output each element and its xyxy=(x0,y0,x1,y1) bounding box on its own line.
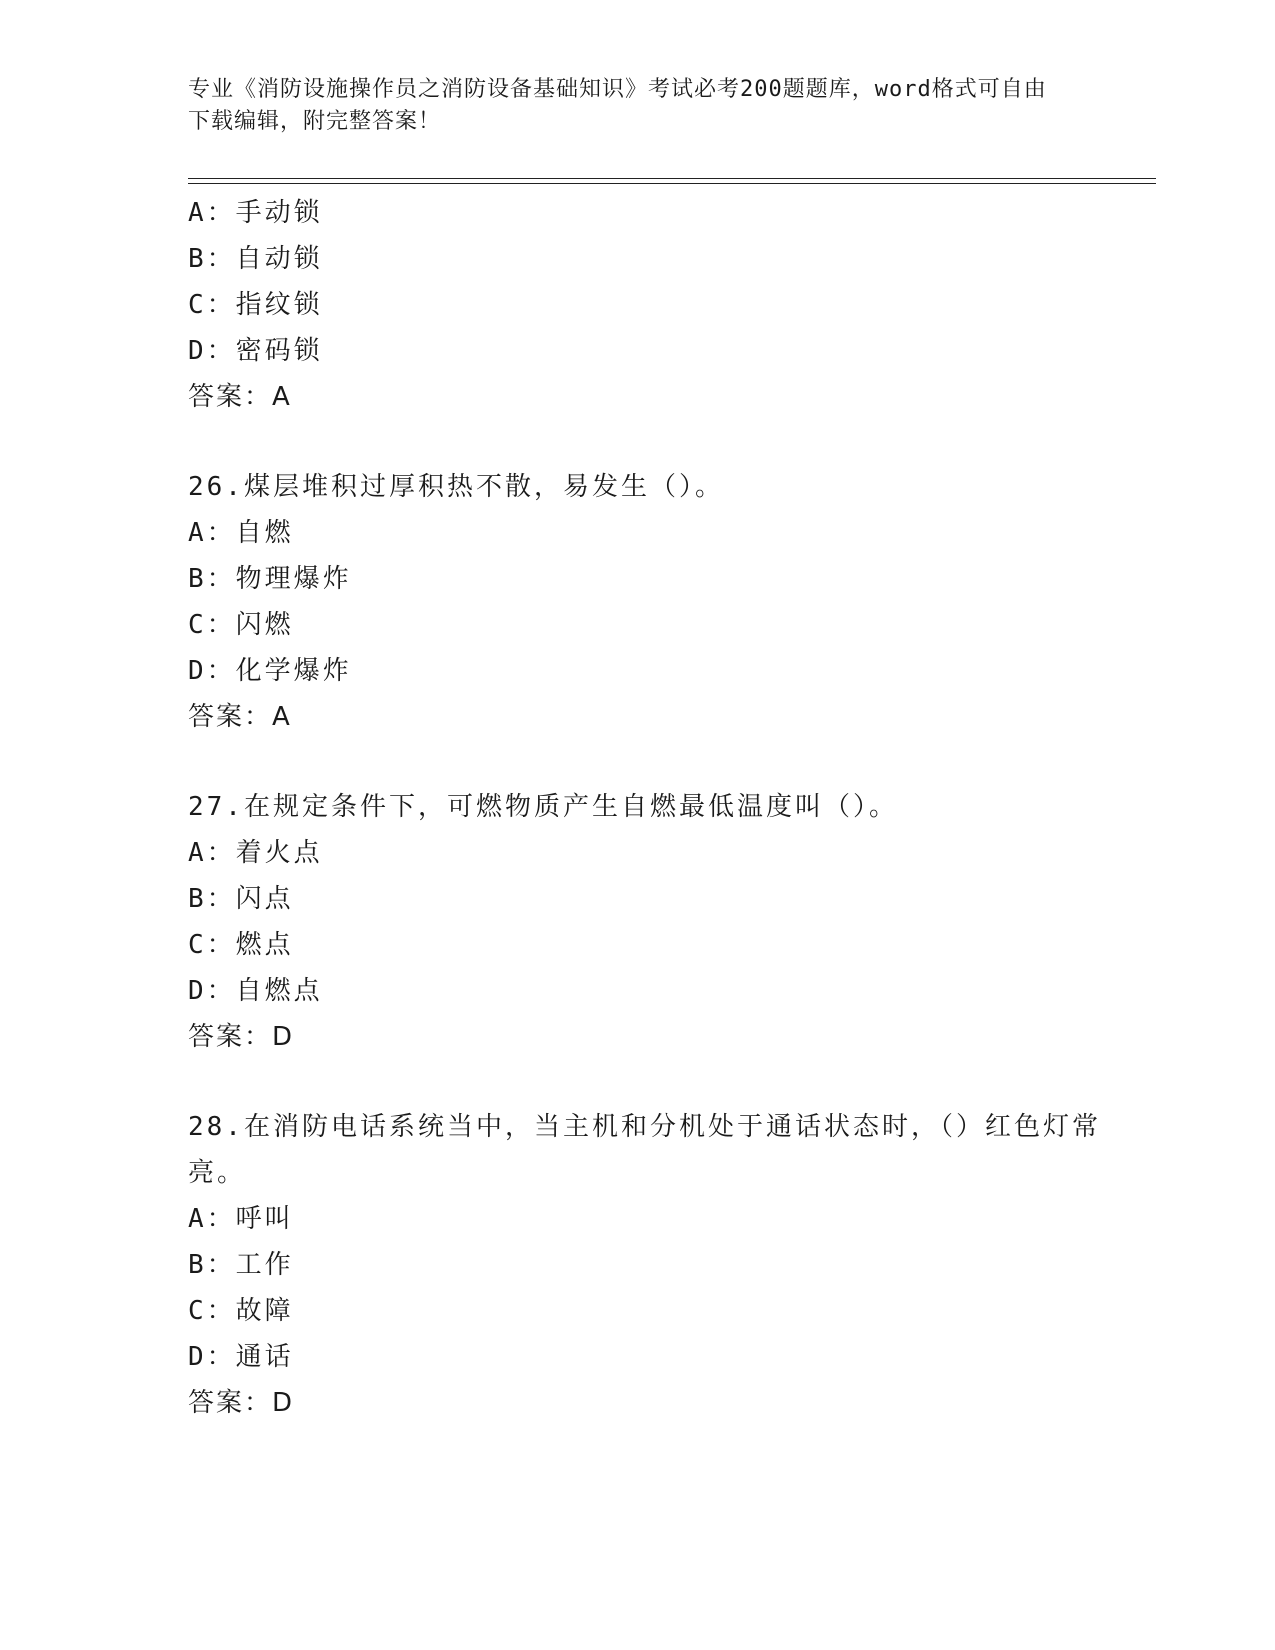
document-header: 专业《消防设施操作员之消防设备基础知识》考试必考200题题库，word格式可自由下载编辑，附完整答案！ xyxy=(188,77,1047,134)
option-c: C：闪燃 xyxy=(188,610,294,640)
answer-line: 答案：D xyxy=(188,1388,295,1418)
option-a: A：呼叫 xyxy=(188,1204,294,1234)
question-list xyxy=(188,190,1108,1470)
option-a: A：着火点 xyxy=(188,838,323,868)
option-a: A：手动锁 xyxy=(188,198,323,228)
question-text: 26.煤层堆积过厚积热不散，易发生（）。 xyxy=(188,472,724,502)
option-d: D：通话 xyxy=(188,1342,294,1372)
option-b: B：物理爆炸 xyxy=(188,564,352,594)
answer-line: 答案：A xyxy=(188,382,292,412)
question-block-28 xyxy=(188,1104,1108,1426)
option-d: D：密码锁 xyxy=(188,336,323,366)
answer-line: 答案：A xyxy=(188,702,292,732)
option-d: D：自燃点 xyxy=(188,976,323,1006)
header-divider-second xyxy=(188,183,1156,184)
option-b: B：自动锁 xyxy=(188,244,323,274)
question-text: 27.在规定条件下，可燃物质产生自燃最低温度叫（）。 xyxy=(188,792,898,822)
option-d: D：化学爆炸 xyxy=(188,656,352,686)
option-c: C：指纹锁 xyxy=(188,290,323,320)
option-b: B：工作 xyxy=(188,1250,294,1280)
option-a: A：自燃 xyxy=(188,518,294,548)
question-block-26 xyxy=(188,464,1108,740)
option-c: C：故障 xyxy=(188,1296,294,1326)
question-block-25 xyxy=(188,190,1108,420)
question-text: 28.在消防电话系统当中，当主机和分机处于通话状态时，（）红色灯常亮。 xyxy=(188,1112,1101,1188)
option-c: C：燃点 xyxy=(188,930,294,960)
option-b: B：闪点 xyxy=(188,884,294,914)
question-block-27 xyxy=(188,784,1108,1060)
answer-line: 答案：D xyxy=(188,1022,295,1052)
header-divider xyxy=(188,178,1156,179)
